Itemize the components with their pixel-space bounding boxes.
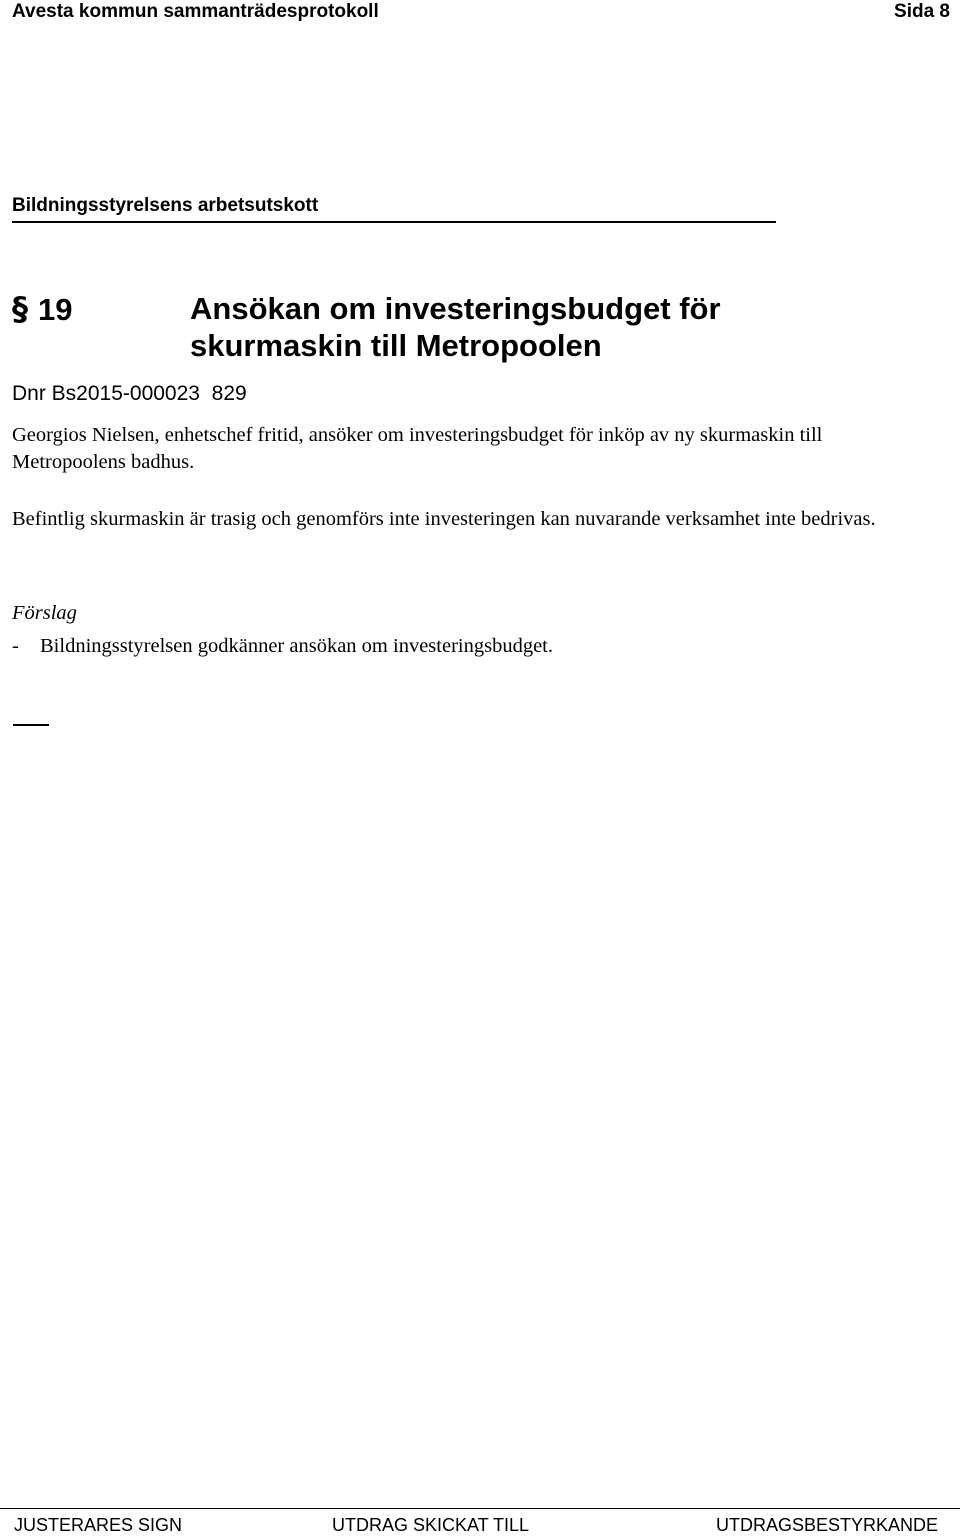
footer-sent-label: UTDRAG SKICKAT TILL [332, 1515, 530, 1535]
diary-number: Dnr Bs2015-000023 829 [12, 382, 247, 405]
footer-sign-label: JUSTERARES SIGN [14, 1515, 183, 1535]
body-paragraph-2: Befintlig skurmaskin är trasig och genomförs inte investeringen kan nuvarande verksamhet inte bedrivas. [12, 508, 876, 530]
footer-certify-label: UTDRAGSBESTYRKANDE [715, 1515, 938, 1535]
page-header [12, 0, 950, 26]
section-number [12, 290, 72, 329]
section-title: Ansökan om investeringsbudget för skurmaskin till Metropoolen [190, 291, 721, 363]
section-sign: § [12, 290, 28, 328]
section-end-rule [13, 724, 49, 726]
proposal-heading: Förslag [12, 602, 77, 624]
footer [14, 1514, 950, 1536]
section-number-value: 19 [38, 292, 73, 327]
committee-name: Bildningsstyrelsens arbetsutskott [12, 194, 776, 223]
proposal-item [12, 633, 553, 660]
document-title: Avesta kommun sammanträdesprotokoll [12, 1, 379, 22]
list-dash: - [12, 635, 19, 657]
footer-rule [0, 1508, 960, 1509]
proposal-text: Bildningsstyrelsen godkänner ansökan om investeringsbudget. [40, 635, 553, 657]
body-paragraph-1: Georgios Nielsen, enhetschef fritid, ansöker om investeringsbudget för inköp av ny skurmaskin till Metropoolens badhus. [12, 424, 823, 473]
page-number: Sida 8 [894, 1, 950, 22]
